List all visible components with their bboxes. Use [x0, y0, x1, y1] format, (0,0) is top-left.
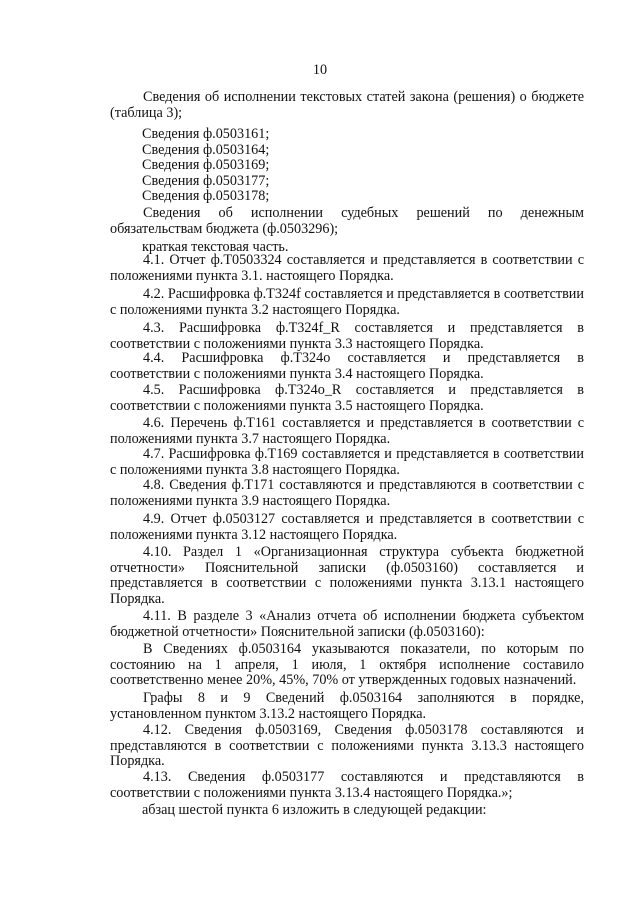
paragraph: 4.4. Расшифровка ф.Т324о составляется и представляется в соответствии с положениями пункта 3.4 настоящего Порядка. [110, 350, 584, 382]
paragraph: 4.6. Перечень ф.Т161 составляется и представляется в соответствии с положениями пункта 3.7 настоящего Порядка. [110, 415, 584, 447]
paragraph: 4.2. Расшифровка ф.Т324f составляется и представляется в соответствии с положениями пункта 3.2 настоящего Порядка. [110, 286, 584, 318]
page-number: 10 [312, 62, 328, 78]
paragraph: Графы 8 и 9 Сведений ф.0503164 заполняются в порядке, установленном пунктом 3.13.2 настоящего Порядка. [110, 690, 584, 722]
paragraph: Сведения об исполнении судебных решений по денежным обязательствам бюджета (ф.0503296); [110, 205, 584, 237]
paragraph: 4.8. Сведения ф.Т171 составляются и представляются в соответствии с положениями пункта 3.9 настоящего Порядка. [110, 477, 584, 509]
paragraph: 4.5. Расшифровка ф.Т324о_R составляется и представляется в соответствии с положениями пункта 3.5 настоящего Порядка. [110, 382, 584, 414]
paragraph: 4.13. Сведения ф.0503177 составляются и представляются в соответствии с положениями пункта 3.13.4 настоящего Порядка.»; [110, 769, 584, 801]
paragraph: 4.10. Раздел 1 «Организационная структура субъекта бюджетной отчетности» Пояснительной записки (ф.0503160) составляется и представляется в соответствии с положениями пункта 3.13.1 настоящего Порядка. [110, 544, 584, 607]
paragraph: Сведения ф.0503164; [142, 142, 270, 158]
paragraph: Сведения ф.0503169; [142, 157, 270, 173]
paragraph: абзац шестой пункта 6 изложить в следующей редакции: [142, 802, 487, 818]
paragraph: краткая текстовая часть. [142, 239, 289, 255]
paragraph: 4.3. Расшифровка ф.Т324f_R составляется и представляется в соответствии с положениями пункта 3.3 настоящего Порядка. [110, 320, 584, 352]
paragraph: Сведения об исполнении текстовых статей закона (решения) о бюджете (таблица 3); [110, 89, 584, 121]
paragraph: Сведения ф.0503161; [142, 126, 270, 142]
paragraph: 4.9. Отчет ф.0503127 составляется и представляется в соответствии с положениями пункта 3.12 настоящего Порядка. [110, 511, 584, 543]
paragraph: Сведения ф.0503177; [142, 173, 270, 189]
paragraph: 4.11. В разделе 3 «Анализ отчета об исполнении бюджета субъектом бюджетной отчетности» Пояснительной записки (ф.0503160): [110, 608, 584, 640]
paragraph: 4.7. Расшифровка ф.Т169 составляется и представляется в соответствии с положениями пункта 3.8 настоящего Порядка. [110, 446, 584, 478]
paragraph: В Сведениях ф.0503164 указываются показатели, по которым по состоянию на 1 апреля, 1 июля, 1 октября исполнение составило соответственно менее 20%, 45%, 70% от утвержденных годовых назначений. [110, 641, 584, 689]
paragraph: 4.12. Сведения ф.0503169, Сведения ф.0503178 составляются и представляются в соответствии с положениями пункта 3.13.3 настоящего Порядка. [110, 722, 584, 770]
paragraph: 4.1. Отчет ф.Т0503324 составляется и представляется в соответствии с положениями пункта 3.1. настоящего Порядка. [110, 252, 584, 284]
paragraph: Сведения ф.0503178; [142, 188, 270, 204]
